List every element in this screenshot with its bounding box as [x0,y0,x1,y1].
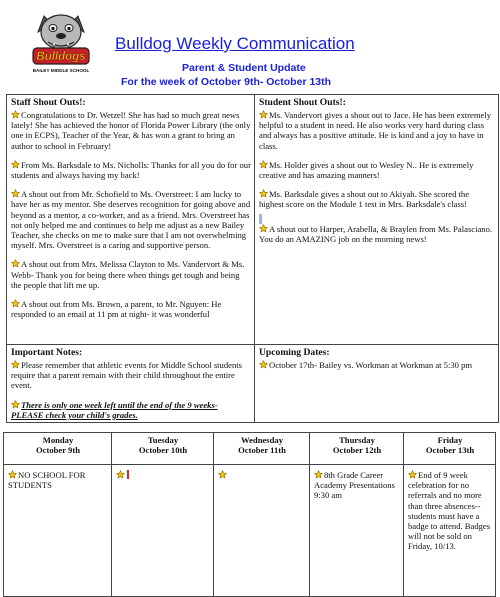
student-entry: A shout out to Harper, Arabella, & Braylen from Ms. Palasciano. You do an AMAZING job on the morning news! [259,223,493,244]
important-notes-cell [7,345,255,423]
star-icon [259,160,268,169]
newsletter-header [0,0,500,92]
bulldog-logo [30,10,92,76]
important-notes-title: Important Notes: [11,347,83,358]
date-entry: October 17th- Bailey vs. Workman at Workman at 5:30 pm [259,360,495,370]
star-icon [116,470,125,479]
student-entry: Ms. Vandervort gives a shout out to Jace. He has been extremely helpful to a student in need. He also works very hard during class and always has a positive attitude. He is kind and a joy to have in class. [259,110,492,151]
text-cursor [259,214,262,224]
star-icon [259,189,268,198]
calendar-event-wednesday [214,465,310,597]
newsletter-subtitle: Parent & Student Update [182,62,306,74]
student-shout-outs-title: Student Shout Outs!: [259,97,346,108]
star-icon [11,110,20,119]
star-icon [8,470,17,479]
star-icon [11,160,20,169]
calendar-event-thursday: 8th Grade Career Academy Presentations 9:30 am [310,465,404,597]
calendar-event-tuesday [112,465,214,597]
note-entry-emphasis: There is only one week left until the end of the 9 weeks- PLEASE check your child's grades. [11,399,218,420]
newsletter-title[interactable]: Bulldog Weekly Communication [115,34,355,53]
student-entry: Ms. Barksdale gives a shout out to Akiyah. She scored the highest score on the Module 1 test in Mrs. Barksdale's class! [259,189,470,210]
calendar-event-monday: NO SCHOOL FOR STUDENTS [4,465,112,597]
calendar-day-wednesday: Wednesday October 11th [214,433,310,465]
star-icon [11,299,20,308]
week-range: For the week of October 9th- October 13th [121,76,332,88]
staff-entry: Congratulations to Dr. Wetzel! She has had so much great news lately! She has achieved the honor of Florida Power Library (the only one in ECPS), Teacher of the Year, & has won a grant to bring an author to school in February! [11,110,251,151]
calendar-day-tuesday: Tuesday October 10th [112,433,214,465]
student-entry: Ms. Holder gives a shout out to Wesley N.. He is extremely creative and has amazing manners! [259,159,474,181]
star-icon [259,110,268,119]
upcoming-dates-cell [255,345,499,423]
calendar-day-monday: Monday October 9th [4,433,112,465]
star-icon [314,470,323,479]
staff-entry: A shout out from Mrs. Melissa Clayton to Ms. Vandervort & Ms. Webb- Thank you for being there when things get tough and being the people that lift me up. [11,259,245,290]
weekly-calendar [3,432,496,597]
upcoming-dates-title: Upcoming Dates: [259,347,330,358]
star-icon [259,360,268,369]
star-icon [11,360,20,369]
star-icon [11,259,20,268]
logo-wordmark: Bulldogs [36,51,86,63]
staff-shout-outs-cell [7,95,255,345]
star-icon [259,224,268,233]
calendar-event-friday: End of 9 week celebration for no referrals and no more than three absences--students must have a badge to attend. Badges will not be sold on Friday, 10/13. [404,465,496,597]
student-shout-outs-cell [255,95,499,345]
star-icon [218,470,227,479]
staff-entry: From Ms. Barksdale to Ms. Nicholls: Thanks for all you do for our students and always having my back! [11,159,251,181]
star-icon [11,400,20,409]
star-icon [11,189,20,198]
calendar-day-friday: Friday October 13th [404,433,496,465]
logo-school-name: BAILEY MIDDLE SCHOOL [32,68,90,73]
staff-entry: A shout out from Ms. Brown, a parent, to Mr. Nguyen: He responded to an email at 11 pm at night- it was wonderful [11,299,222,320]
shout-outs-table [6,94,499,423]
star-icon [408,470,417,479]
staff-entry: A shout out from Mr. Schofield to Ms. Overstreet: I am lucky to have her as my mentor. She deserves recognition for going above and beyond as a mentor, a co-worker, and as a friend. Mrs. Overstreet has not only helped me and continues to help me adjust as a new Bailey Teacher, she checks on me to make sure that I am not overwhelming myself. Mrs. Overstreet is a caring and supportive person. [11,189,251,251]
pin-icon [126,470,130,479]
text-cursor-line[interactable] [259,214,495,222]
note-entry: Please remember that athletic events for Middle School students require that a parent remain with their child throughout the entire event. [11,360,242,391]
staff-shout-outs-title: Staff Shout Outs!: [11,97,86,108]
calendar-day-thursday: Thursday October 12th [310,433,404,465]
